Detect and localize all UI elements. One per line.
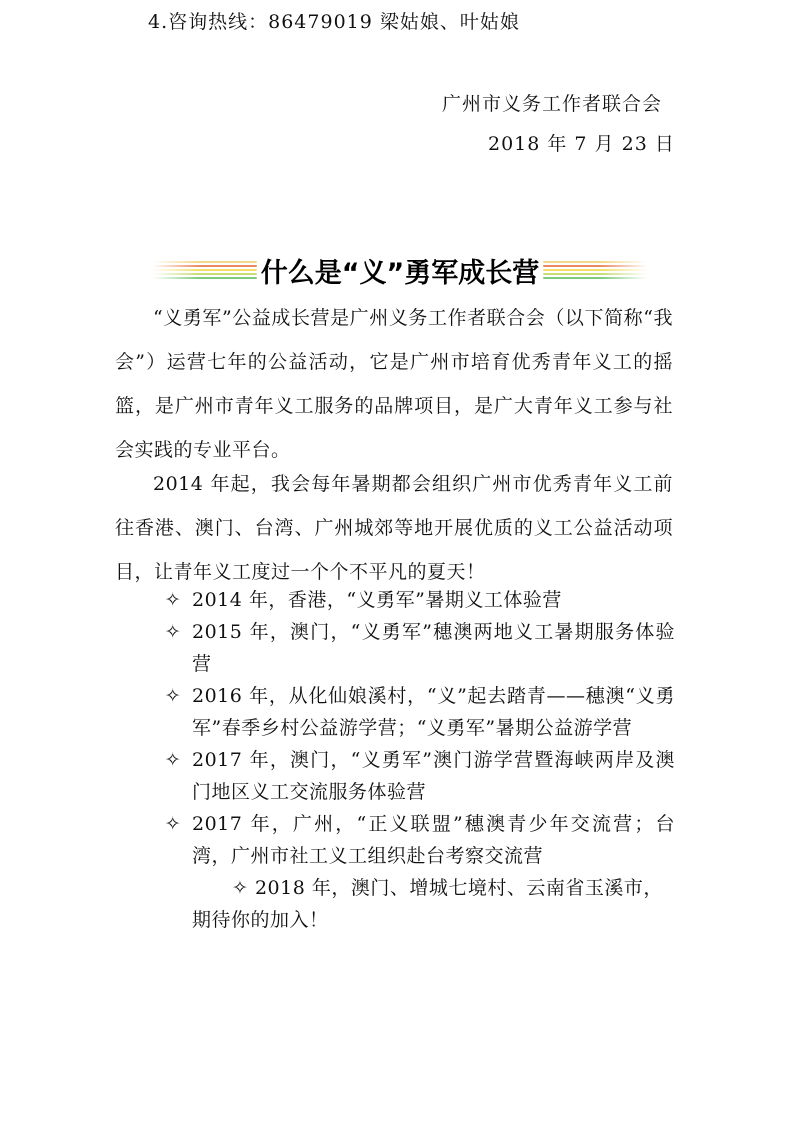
- document-date: 2018 年 7 月 23 日: [488, 133, 675, 155]
- organization-signature: 广州市义务工作者联合会: [442, 93, 663, 115]
- rainbow-stripes-right-icon: [543, 260, 647, 280]
- list-item: ✧ 2014 年，香港，“义勇军”暑期义工体验营: [160, 584, 675, 616]
- section-title: 什么是“义”勇军成长营: [260, 257, 540, 289]
- four-pointed-star-icon: ✧: [164, 813, 182, 835]
- section-heading: [130, 248, 670, 292]
- four-pointed-star-icon: ✧: [164, 685, 182, 707]
- intro-paragraph: “义勇军”公益成长营是广州义务工作者联合会（以下简称“我会”）运营七年的公益活动，它是广州市培育优秀青年义工的摇篮，是广州市青年义工服务的品牌项目，是广大青年义工参与社会实践的专业平台。: [115, 307, 673, 461]
- list-item-upcoming: ✧ 2018 年，澳门、增城七境村、云南省玉溪市， 期待你的加入！: [192, 877, 663, 931]
- list-item: ✧ 2017 年，澳门，“义勇军”澳门游学营暨海峡两岸及澳门地区义工交流服务体验营: [160, 744, 675, 808]
- history-paragraph: 2014 年起，我会每年暑期都会组织广州市优秀青年义工前往香港、澳门、台湾、广州城郊等地开展优质的义工公益活动项目，让青年义工度过一个个不平凡的夏天！: [115, 473, 673, 583]
- four-pointed-star-icon: ✧: [164, 749, 182, 771]
- rainbow-stripes-left-icon: [153, 260, 257, 280]
- four-pointed-star-icon: ✧: [164, 589, 182, 611]
- hotline-text: 4.咨询热线：86479019 梁姑娘、叶姑娘: [148, 11, 520, 33]
- four-pointed-star-icon: ✧: [232, 877, 249, 899]
- activity-list: [160, 584, 675, 936]
- four-pointed-star-icon: ✧: [164, 621, 182, 643]
- list-item: ✧ 2016 年，从化仙娘溪村，“义”起去踏青——穗澳“义勇军”春季乡村公益游学营；“义勇军”暑期公益游学营: [160, 680, 675, 744]
- list-item: ✧ 2015 年，澳门，“义勇军”穗澳两地义工暑期服务体验营: [160, 616, 675, 680]
- list-item: ✧ 2017 年，广州，“正义联盟”穗澳青少年交流营；台湾，广州市社工义工组织赴台考察交流营: [160, 808, 675, 872]
